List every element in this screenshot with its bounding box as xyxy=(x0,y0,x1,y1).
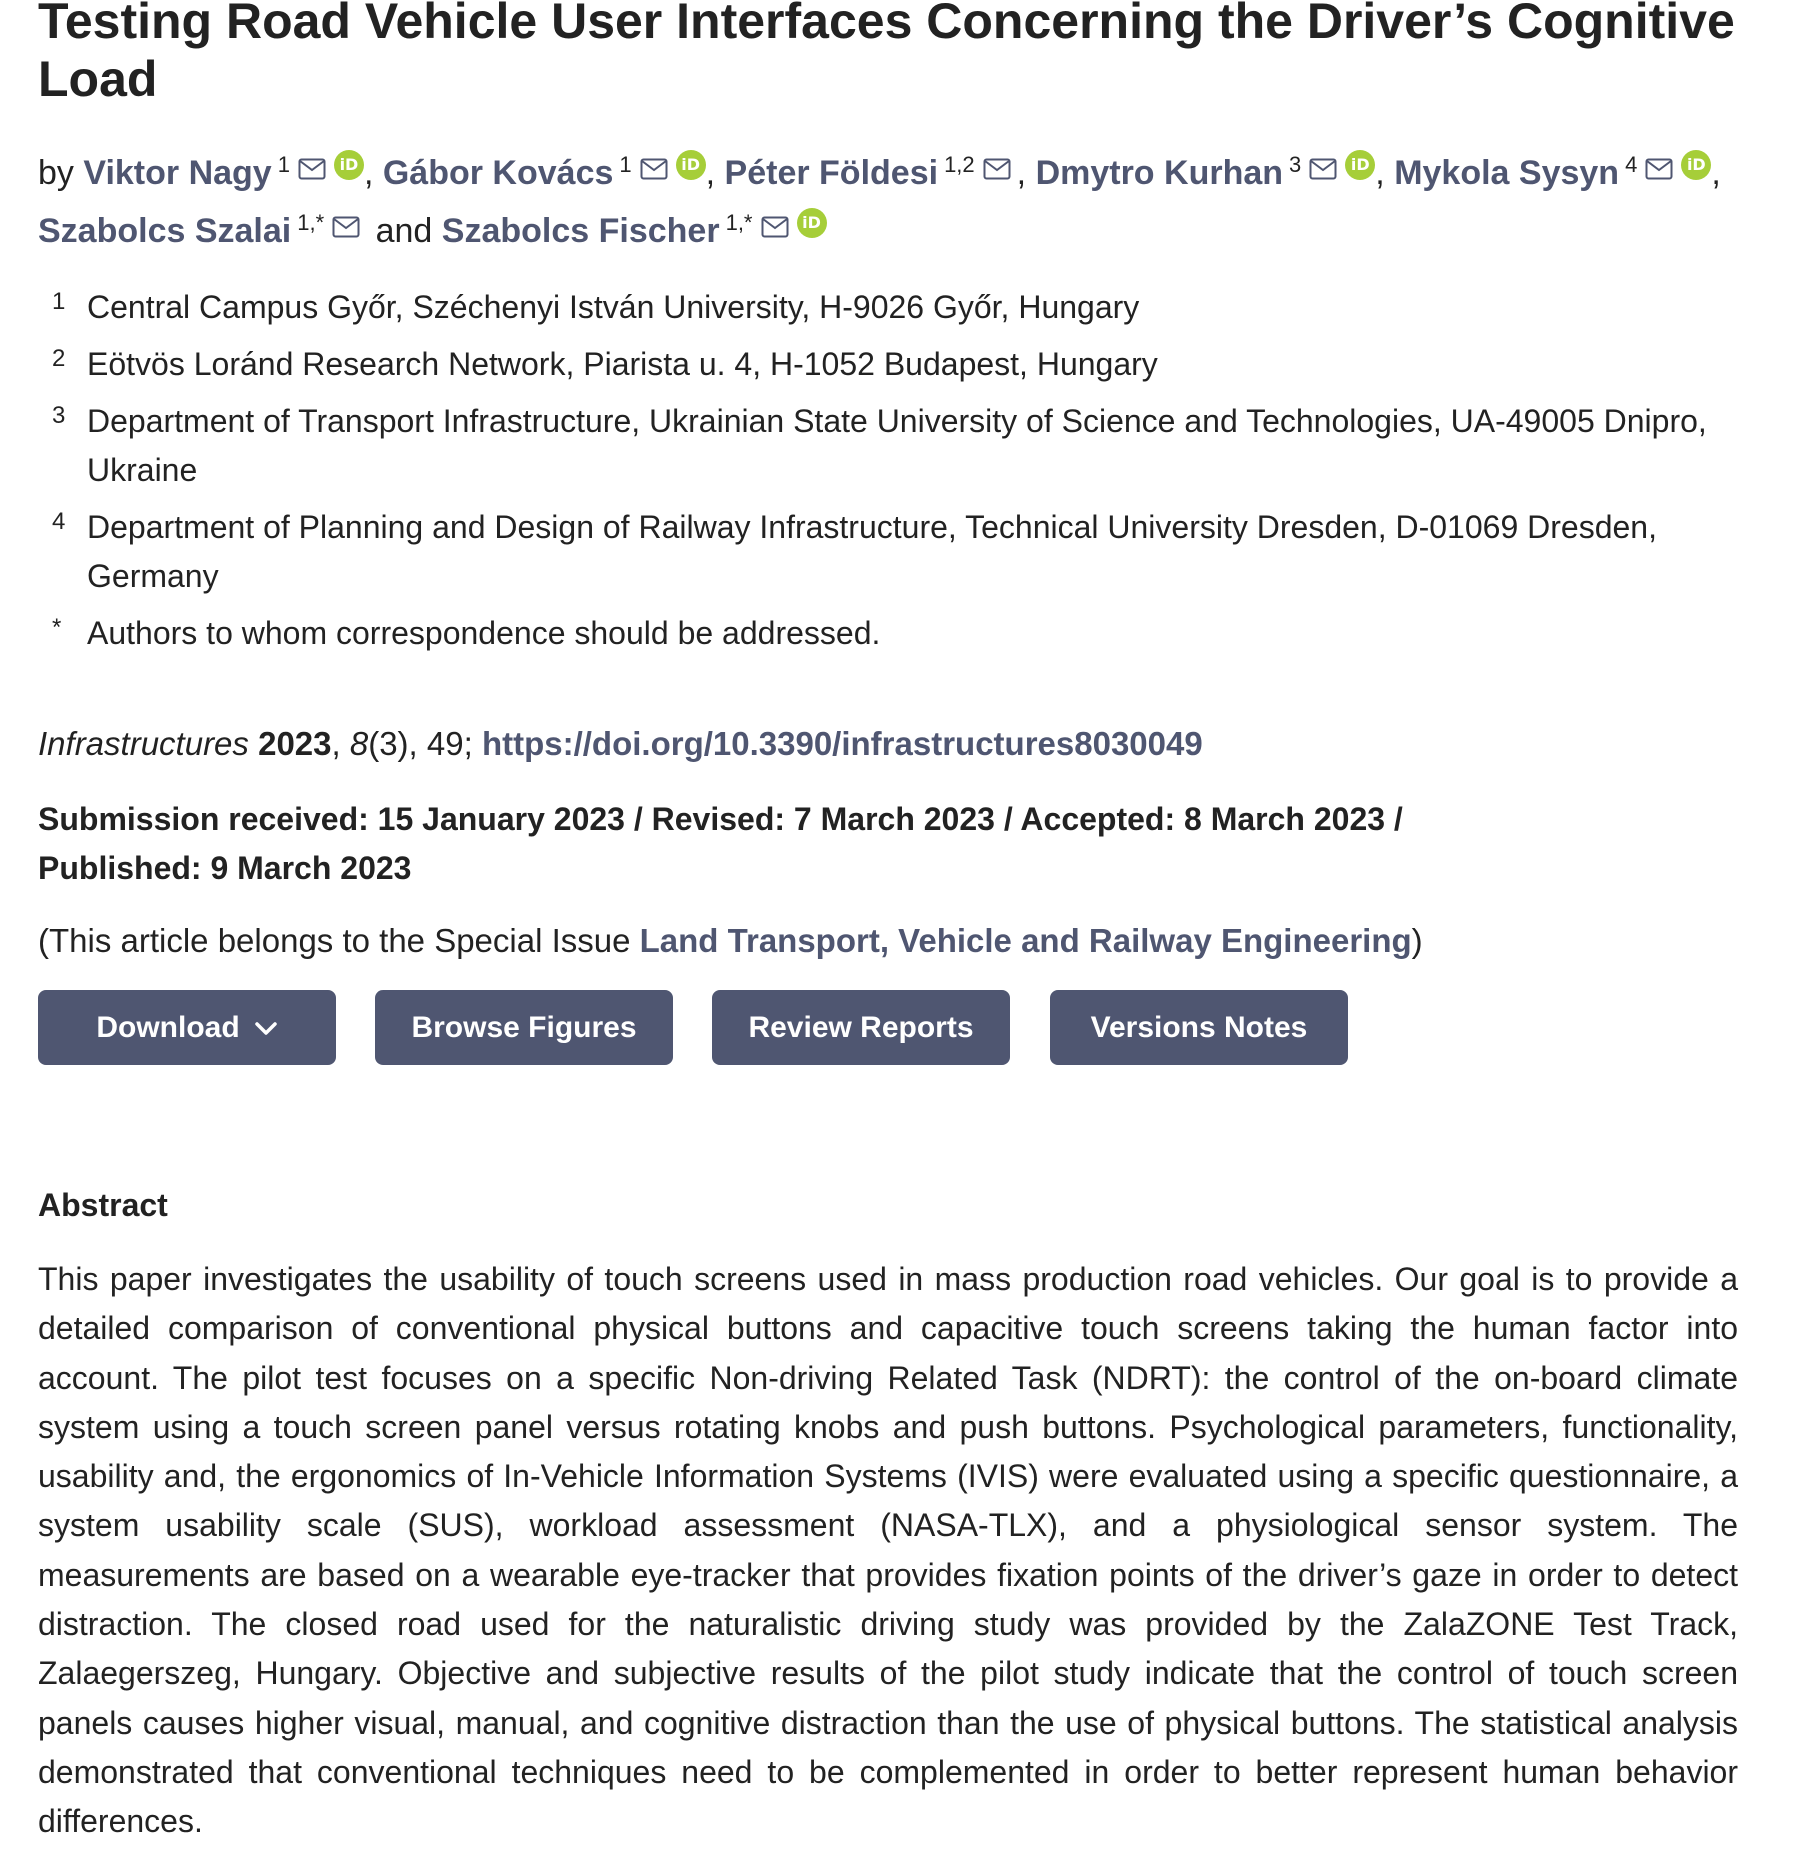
affiliation-number: * xyxy=(52,614,62,641)
special-issue-prefix: (This article belongs to the Special Issue xyxy=(38,922,640,959)
author-link[interactable]: Mykola Sysyn xyxy=(1394,154,1620,192)
affiliation-item xyxy=(52,397,1752,495)
author-affiliation-ref: 1,2 xyxy=(944,152,975,177)
author-link[interactable]: Dmytro Kurhan xyxy=(1035,154,1284,192)
affiliation-text: Central Campus Győr, Széchenyi István University, H-9026 Győr, Hungary xyxy=(87,289,1140,325)
affiliation-text: Authors to whom correspondence should be addressed. xyxy=(87,615,881,651)
abstract-heading: Abstract xyxy=(38,1187,168,1223)
special-issue-suffix: ) xyxy=(1411,922,1423,959)
affiliation-text: Eötvös Loránd Research Network, Piarista u. 4, H-1052 Budapest, Hungary xyxy=(87,346,1158,382)
mail-icon[interactable] xyxy=(983,144,1011,194)
journal-name: Infrastructures xyxy=(38,725,249,762)
special-issue-link[interactable]: Land Transport, Vehicle and Railway Engineering xyxy=(639,922,1412,959)
by-label: by xyxy=(38,154,74,192)
author-link[interactable]: Péter Földesi xyxy=(724,154,939,192)
mail-icon[interactable] xyxy=(761,202,789,252)
special-issue-note xyxy=(38,917,1423,965)
orcid-icon[interactable]: iD xyxy=(1681,150,1711,180)
browse-figures-button[interactable]: Browse Figures xyxy=(375,990,673,1065)
article-title: Testing Road Vehicle User Interfaces Concerning the Driver’s Cognitive Load xyxy=(38,0,1735,107)
mail-icon[interactable] xyxy=(1309,144,1337,194)
author-link[interactable]: Szabolcs Fischer xyxy=(441,212,720,250)
author-link[interactable]: Szabolcs Szalai xyxy=(38,212,292,250)
affiliation-text: Department of Transport Infrastructure, Ukrainian State University of Science and Technologies, UA-49005 Dnipro, Ukraine xyxy=(87,403,1707,488)
affiliation-item xyxy=(52,503,1752,601)
author-affiliation-ref: 1,* xyxy=(297,210,325,235)
download-button[interactable] xyxy=(38,990,336,1065)
affiliation-item xyxy=(52,283,1752,332)
affiliation-text: Department of Planning and Design of Railway Infrastructure, Technical University Dresden, D-01069 Dresden, Germany xyxy=(87,509,1657,594)
author-affiliation-ref: 1,* xyxy=(725,210,753,235)
publication-dates: Submission received: 15 January 2023 / Revised: 7 March 2023 / Accepted: 8 March 2023 / Published: 9 March 2023 xyxy=(38,801,1403,886)
citation-issue-pages: (3), 49; xyxy=(368,725,473,762)
orcid-icon[interactable]: iD xyxy=(797,208,827,238)
affiliation-number: 2 xyxy=(52,345,66,372)
and-label: and xyxy=(375,212,433,250)
citation-year: 2023 xyxy=(258,725,332,762)
affiliation-item xyxy=(52,609,1752,658)
versions-notes-button[interactable]: Versions Notes xyxy=(1050,990,1348,1065)
mail-icon[interactable] xyxy=(298,144,326,194)
orcid-icon[interactable]: iD xyxy=(676,150,706,180)
chevron-down-icon xyxy=(254,1011,278,1045)
author-affiliation-ref: 1 xyxy=(619,152,632,177)
author-affiliation-ref: 1 xyxy=(277,152,290,177)
orcid-icon[interactable]: iD xyxy=(334,150,364,180)
author-list: by Viktor Nagy $^1$ iD , Gábor Kovács $^1$ iD , Péter Földesi $^{1,2}$ , Dmytro Kurhan $^3$ iD , Mykola Sysyn $^4$ iD , Szabolcs Szalai $^{1,*}$ and Szabolcs Fischer $^{1,*}$ iD xyxy=(38,140,1778,256)
review-reports-button[interactable]: Review Reports xyxy=(712,990,1010,1065)
mail-icon[interactable] xyxy=(332,202,360,252)
abstract-text: This paper investigates the usability of touch screens used in mass production road vehicles. Our goal is to provide a detailed comparison of conventional physical buttons and capacitive touch screens taking the human factor into account. The pilot test focuses on a specific Non-driving Related Task (NDRT): the control of the on-board climate system using a touch screen panel versus rotating knobs and push buttons. Psychological parameters, functionality, usability and, the ergonomics of In-Vehicle Information Systems (IVIS) were evaluated using a specific questionnaire, a system usability scale (SUS), workload assessment (NASA-TLX), and a physiological sensor system. The measurements are based on a wearable eye-tracker that provides fixation points of the driver’s gaze in order to detect distraction. The closed road used for the naturalistic driving study was provided by the ZalaZONE Test Track, Zalaegerszeg, Hungary. Objective and subjective results of the pilot study indicate that the control of touch screen panels causes higher visual, manual, and cognitive distraction than the use of physical buttons. The statistical analysis demonstrated that conventional techniques need to be complemented in order to better represent human behavior differences. xyxy=(38,1261,1738,1840)
affiliation-number: 1 xyxy=(52,288,66,315)
citation-line: Infrastructures 2023, 8(3), 49; https://doi.org/10.3390/infrastructures8030049 xyxy=(38,725,1203,762)
affiliation-item xyxy=(52,340,1752,389)
download-label: Download xyxy=(96,1010,240,1044)
mail-icon[interactable] xyxy=(640,144,668,194)
author-affiliation-ref: 4 xyxy=(1625,152,1638,177)
author-link[interactable]: Viktor Nagy xyxy=(83,154,272,192)
affiliation-number: 3 xyxy=(52,402,66,429)
orcid-icon[interactable]: iD xyxy=(1345,150,1375,180)
citation-volume: 8 xyxy=(349,725,369,762)
doi-link[interactable]: https://doi.org/10.3390/infrastructures8030049 xyxy=(481,725,1203,762)
affiliation-number: 4 xyxy=(52,508,66,535)
author-link[interactable]: Gábor Kovács xyxy=(382,154,614,192)
affiliation-list xyxy=(52,283,1752,666)
author-affiliation-ref: 3 xyxy=(1289,152,1302,177)
mail-icon[interactable] xyxy=(1645,144,1673,194)
